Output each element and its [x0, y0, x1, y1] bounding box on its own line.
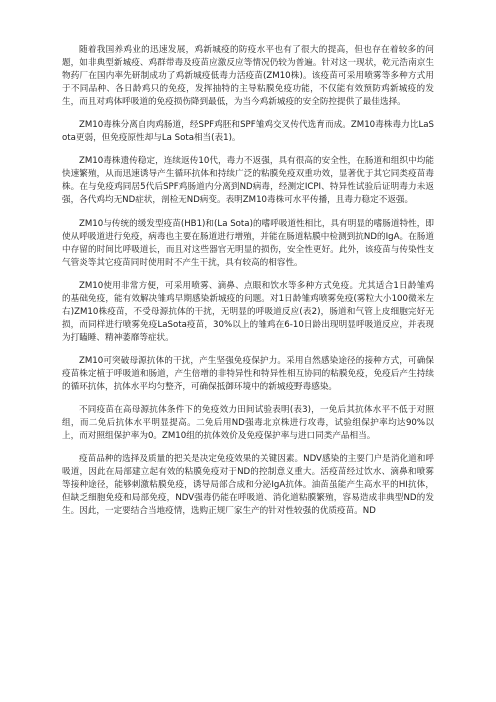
article-body — [62, 44, 434, 528]
paragraph-3: ZM10毒株遗传稳定，连续返传10代，毒力不返强，具有很高的安全性，在肠道和组织中均能快速繁殖，从而迅速诱导产生循环抗体和持续广泛的粘膜免疫双重功效，显著优于其它同类疫苗毒株。在与免疫鸡同居5代后SPF鸡肠道内分离到ND病毒，经测定ICPI、特异性试验后证明毒力未返强，各代鸡均无ND症状，剖检无ND病变。表明ZM10毒株可水平传播，且毒力稳定不返强。 — [62, 156, 434, 206]
paragraph-7: 不同疫苗在高母源抗体条件下的免疫效力田间试验表明(表3)，一免后其抗体水平不低于对照组，而二免后抗体水平明显提高。二免后用ND强毒北京株进行攻毒，试验组保护率均达90%以上，而对照组保护率为0。ZM10组的抗体效价及免疫保护率与进口同类产品相当。 — [62, 405, 434, 442]
paragraph-6: ZM10可突破母源抗体的干扰，产生坚强免疫保护力。采用自然感染途径的接种方式，可确保疫苗株定植于呼吸道和肠道，产生倍增的非特异性和特异性相互协同的粘膜免疫，免疫后产生持续的循环抗体，抗体水平均匀整齐，可确保抵御环境中的新城疫野毒感染。 — [62, 355, 434, 393]
paragraph-8: 疫苗品种的选择及质量的把关是决定免疫效果的关键因素。NDV感染的主要门户是消化道和呼吸道，因此在局部建立起有效的粘膜免疫对于ND的控制意义重大。活疫苗经过饮水、滴鼻和喷雾等接种途径，能够刺激粘膜免疫，诱导局部合成和分泌IgA抗体。油苗虽能产生高水平的HI抗体，但缺乏细胞免疫和局部免疫，NDV强毒仍能在呼吸道、消化道粘膜繁殖，容易造成非典型ND的发生。因此，一定要结合当地疫情，选购正规厂家生产的针对性较强的优质疫苗。ND — [62, 454, 434, 517]
paragraph-2: ZM10毒株分离自肉鸡肠道，经SPF鸡胚和SPF雏鸡交叉传代选育而成。ZM10毒株毒力比LaSota更弱，但免疫原性却与La Sota相当(表1)。 — [62, 120, 434, 144]
paragraph-1: 随着我国养鸡业的迅速发展，鸡新城疫的防疫水平也有了很大的提高，但也存在着较多的问题，如非典型新城疫、鸡群带毒及疫苗应激反应等情况仍较为普遍。针对这一现状，乾元浩南京生物药厂在国内率先研制成功了鸡新城疫低毒力活疫苗(ZM10株)。该疫苗可采用喷雾等多种方式用于不同品种、各日龄鸡只的免疫，发挥抽特的主导粘膜免疫功能，不仅能有效预防鸡新城疫的发生，而且对鸡体呼吸道的免疫损伤降到最低，为当今鸡新城疫的安全防控提供了最佳选择。 — [62, 45, 434, 108]
paragraph-5: ZM10使用非常方便，可采用喷雾、滴鼻、点眼和饮水等多种方式免疫。尤其适合1日龄雏鸡的基础免疫，能有效解决雏鸡早期感染新城疫的问题。对1日龄雏鸡喷雾免疫(雾粒大小100微米左右)ZM10株疫苗，不受母源抗体的干扰，无明显的呼吸道反应(表2)，肠道和气管上皮细胞完好无损，而同样进行喷雾免疫LaSota疫苗，30%以上的雏鸡在6-10日龄出现明显呼吸道反应，并表现为打瞌睡、精神萎靡等症状。 — [62, 280, 434, 343]
paragraph-4: ZM10与传统的缓发型疫苗(HB1)和(La Sota)的嗜呼吸道性相比，具有明显的嗜肠道特性，即使从呼吸道进行免疫，病毒也主要在肠道进行增殖，并能在肠道粘膜中检测到抗ND的IgA。在肠道中存留的时间比呼吸道长，而且对这些器官无明显的损伤，安全性更好。此外，该疫苗与传染性支气管炎等其它疫苗同时使用时不产生干扰，具有较高的相容性。 — [62, 218, 434, 268]
